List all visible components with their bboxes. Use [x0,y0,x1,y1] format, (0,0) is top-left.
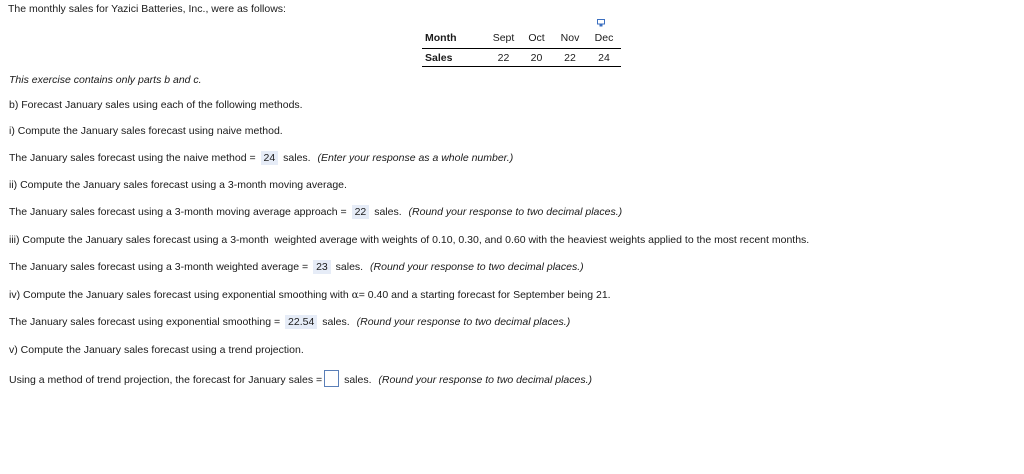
scope-note: This exercise contains only parts b and c. [9,74,202,86]
answer-suffix: sales. [374,206,402,218]
question-text: = 0.40 and a starting forecast for September being 21. [358,289,611,301]
trend-projection-input[interactable] [324,370,339,387]
problem-intro: The monthly sales for Yazici Batteries, Inc., were as follows: [8,3,286,15]
answer-value-naive[interactable]: 24 [261,151,279,165]
month-cell: Sept [487,31,520,49]
answer-hint: (Enter your response as a whole number.) [317,152,514,164]
answer-prefix: The January sales forecast using exponential smoothing = [9,316,281,328]
table-row-sales [422,49,621,67]
answer-line-moving-average [9,205,622,219]
answer-hint: (Round your response to two decimal places.) [356,316,571,328]
answer-suffix: sales. [335,261,364,273]
answer-suffix: sales. [344,374,372,386]
sales-cell: 20 [530,52,543,64]
month-cell: Oct [520,31,553,49]
answer-hint: (Round your response to two decimal places.) [370,261,584,273]
answer-prefix: The January sales forecast using the naive method = [9,152,256,164]
answer-suffix: sales. [283,152,311,164]
question-exponential-smoothing [9,288,611,302]
part-b-heading: b) Forecast January sales using each of the following methods. [9,99,303,111]
answer-line-exponential-smoothing [9,315,570,329]
answer-prefix: Using a method of trend projection, the forecast for January sales = [9,374,323,386]
answer-line-trend-projection [9,370,592,387]
alpha-symbol: α [351,289,359,301]
month-cell: Dec [587,31,621,49]
month-cell: Nov [553,31,587,49]
sales-cell: 22 [497,52,510,64]
question-weighted-average: iii) Compute the January sales forecast using a 3-month weighted average with weights of 0.10, 0.30, and 0.60 with the heaviest weights applied to the most recent months. [9,234,810,246]
answer-hint: (Round your response to two decimal places.) [408,206,623,218]
question-text: iv) Compute the January sales forecast using exponential smoothing with [9,289,349,301]
answer-line-naive [9,151,513,165]
sales-cell: 24 [598,52,610,64]
answer-value-weighted-average[interactable]: 23 [313,260,331,274]
sales-cell: 22 [564,52,576,64]
table-row-month [422,31,621,49]
answer-value-moving-average[interactable]: 22 [352,205,370,219]
answer-suffix: sales. [322,316,350,328]
answer-value-exponential-smoothing[interactable]: 22.54 [285,315,317,329]
answer-hint: (Round your response to two decimal places.) [378,374,593,386]
row-label-month: Month [422,31,487,49]
copy-table-icon[interactable] [597,18,605,26]
answer-prefix: The January sales forecast using a 3-month moving average approach = [9,206,347,218]
question-naive: i) Compute the January sales forecast using naive method. [9,125,283,137]
question-trend-projection: v) Compute the January sales forecast using a trend projection. [9,344,304,356]
answer-prefix: The January sales forecast using a 3-month weighted average = [9,261,309,273]
answer-line-weighted-average [9,260,584,274]
row-label-sales: Sales [425,52,453,64]
sales-data-table [422,31,621,67]
question-moving-average: ii) Compute the January sales forecast using a 3-month moving average. [9,179,347,191]
